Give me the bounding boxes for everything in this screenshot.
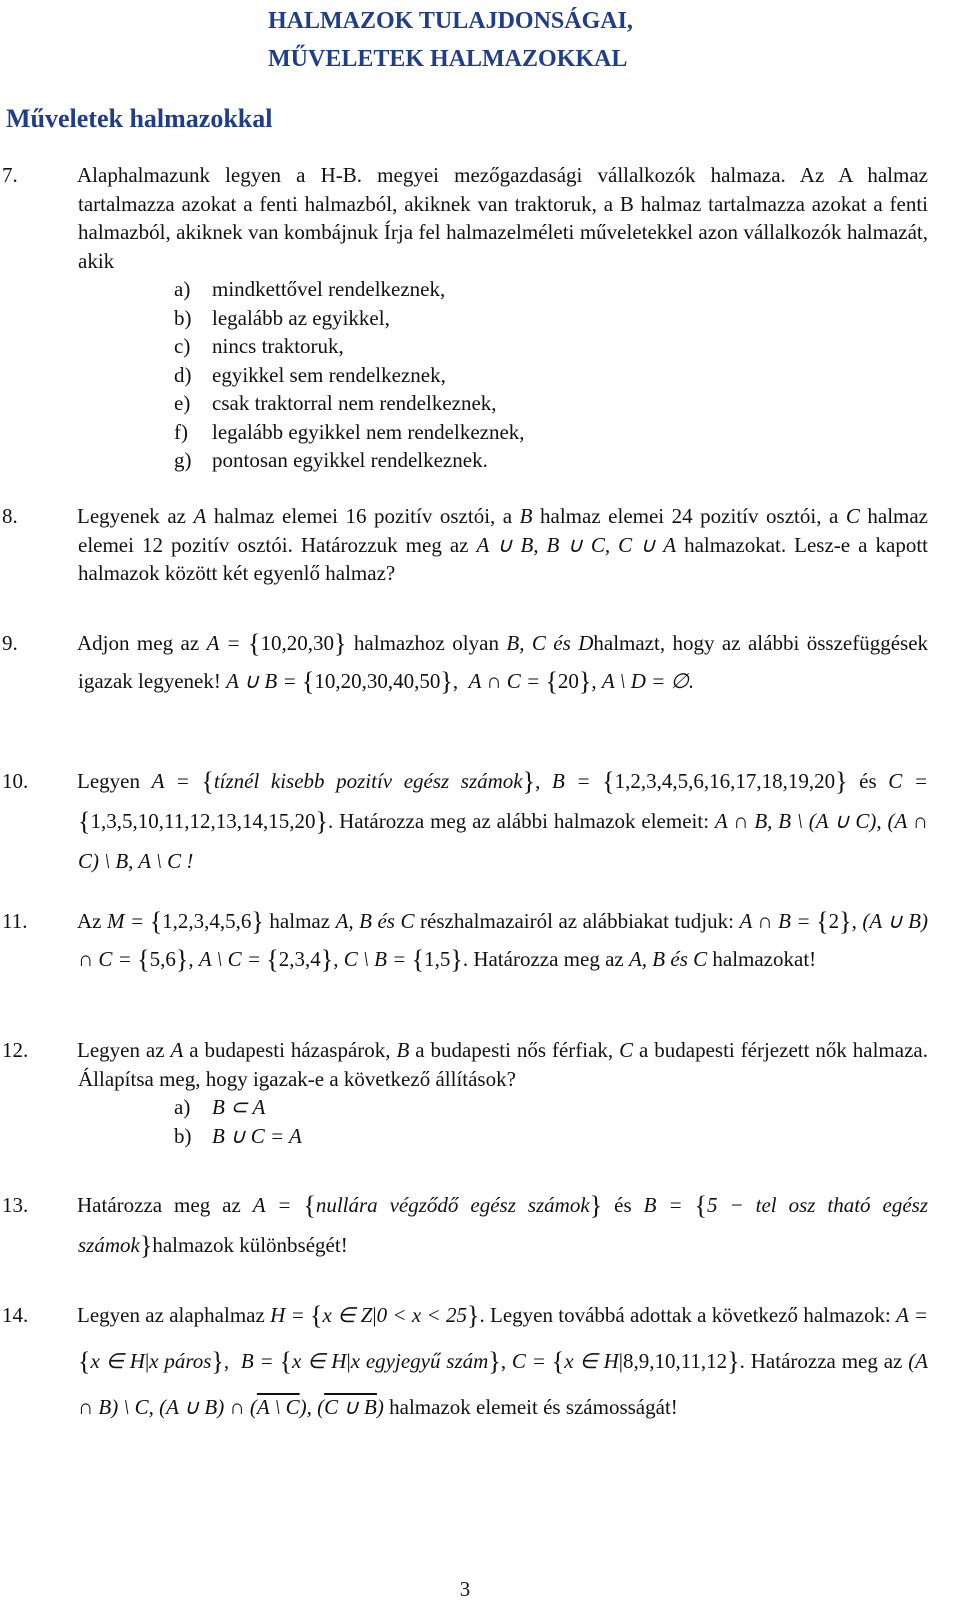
problem-13 bbox=[2, 1185, 929, 1265]
problem-12-item-b: b) B ∪ C = A bbox=[174, 1123, 302, 1148]
problem-8-text: 8. Legyenek az A halmaz elemei 16 pozitív osztói, a B halmaz elemei 24 pozitív osztói, a C halmaz elemei 12 pozitív osztói. Határozzuk meg az A ∪ B, B ∪ C, C ∪ A halmazokat. Lesz-e a kapott halmazok között két egyenlő halmaz? bbox=[2, 504, 929, 585]
problem-11 bbox=[2, 902, 928, 978]
section-heading: Műveletek halmazokkal bbox=[6, 104, 273, 133]
union-expressions: A ∪ B, B ∪ C, C ∪ A bbox=[476, 532, 677, 557]
problem-7-item-f: f) legalább egyikkel nem rendelkeznek, bbox=[174, 419, 525, 444]
problem-7-item-e: e) csak traktorral nem rendelkeznek, bbox=[174, 391, 497, 415]
problem-12-item-a: a) B ⊂ A bbox=[174, 1095, 266, 1119]
problem-12 bbox=[2, 1036, 928, 1150]
title-line-1: HALMAZOK TULAJDONSÁGAI, bbox=[268, 8, 633, 34]
problem-number: 7. bbox=[2, 163, 18, 187]
problem-14-text: 14. Legyen az alaphalmaz H = {x ∈ Z|0 < x < 25}. Legyen továbbá adottak a következő halmazok: A = {x ∈ H|x páros}, B = {x ∈ H|x egyjegyű szám}, C = {x ∈ H|8,9,10,11,12}. Határozza meg az (A ∩ B) \ C, (A ∪ B) ∩ (A \ C), (C ∪ B) halmazok elemeit és számosságát! bbox=[2, 1301, 929, 1419]
problem-7-item-g: g) pontosan egyikkel rendelkeznek. bbox=[174, 448, 488, 472]
problem-7-text bbox=[2, 161, 928, 275]
problem-8 bbox=[2, 502, 929, 588]
problem-11-text: 11. Az M = {1,2,3,4,5,6} halmaz A, B és C részhalmazairól az alábbiakat tudjuk: A ∩ B = {2}, (A ∪ B) ∩ C = {5,6}, A \ C = {2,3,4}, C \ B = {1,5}. Határozza meg az A, B és C halmazokat! bbox=[2, 907, 928, 974]
problem-7-item-d: d) egyikkel sem rendelkeznek, bbox=[174, 362, 446, 387]
problem-9-text: 9. Adjon meg az A = {10,20,30} halmazhoz olyan B, C és Dhalmazt, hogy az alábbi összefüggések igazak legyenek! A ∪ B = {10,20,30,40,50}, A ∩ C = {20}, A \ D = ∅. bbox=[2, 629, 929, 696]
problem-10 bbox=[2, 761, 928, 881]
page-number: 3 bbox=[459, 1577, 471, 1601]
problem-7-item-a: a) mindkettővel rendelkeznek, bbox=[174, 277, 446, 301]
document-title bbox=[268, 2, 728, 78]
problem-7-body: Alaphalmazunk legyen a H-B. megyei mezőgazdasági vállalkozók halmaza. Az A halmaz tartalmazza azokat a fenti halmazból, akiknek van traktoruk, a B halmaz tartalmazza azokat a fenti halmazból, akiknek van kombájnuk Írja fel halmazelméleti műveletekkel azon vállalkozók halmazát, akik bbox=[77, 163, 928, 273]
problem-12-text: 12. Legyen az A a budapesti házaspárok, B a budapesti nős férfiak, C a budapesti férjezett nők halmaza. Állapítsa meg, hogy igazak-e a következő állítások? bbox=[2, 1038, 928, 1091]
problem-7 bbox=[2, 161, 928, 475]
problem-14 bbox=[2, 1292, 929, 1430]
title-line-2: MŰVELETEK HALMAZOKKAL bbox=[268, 46, 628, 72]
problem-13-text: 13. Határozza meg az A = {nullára végződő egész számok} és B = {5 − tel osz tható egész számok}halmazok különbségét! bbox=[2, 1191, 929, 1260]
problem-7-item-b: b) legalább az egyikkel, bbox=[174, 305, 390, 330]
problem-9 bbox=[2, 624, 929, 700]
problem-7-item-c: c) nincs traktoruk, bbox=[174, 334, 344, 358]
problem-10-text: 10. Legyen A = {tíznél kisebb pozitív egész számok}, B = {1,2,3,4,5,6,16,17,18,19,20} és C = {1,3,5,10,11,12,13,14,15,20}. Határozza meg az alábbi halmazok elemeit: A ∩ B, B \ (A ∪ C), (A ∩ C) \ B, A \ C ! bbox=[2, 767, 928, 873]
